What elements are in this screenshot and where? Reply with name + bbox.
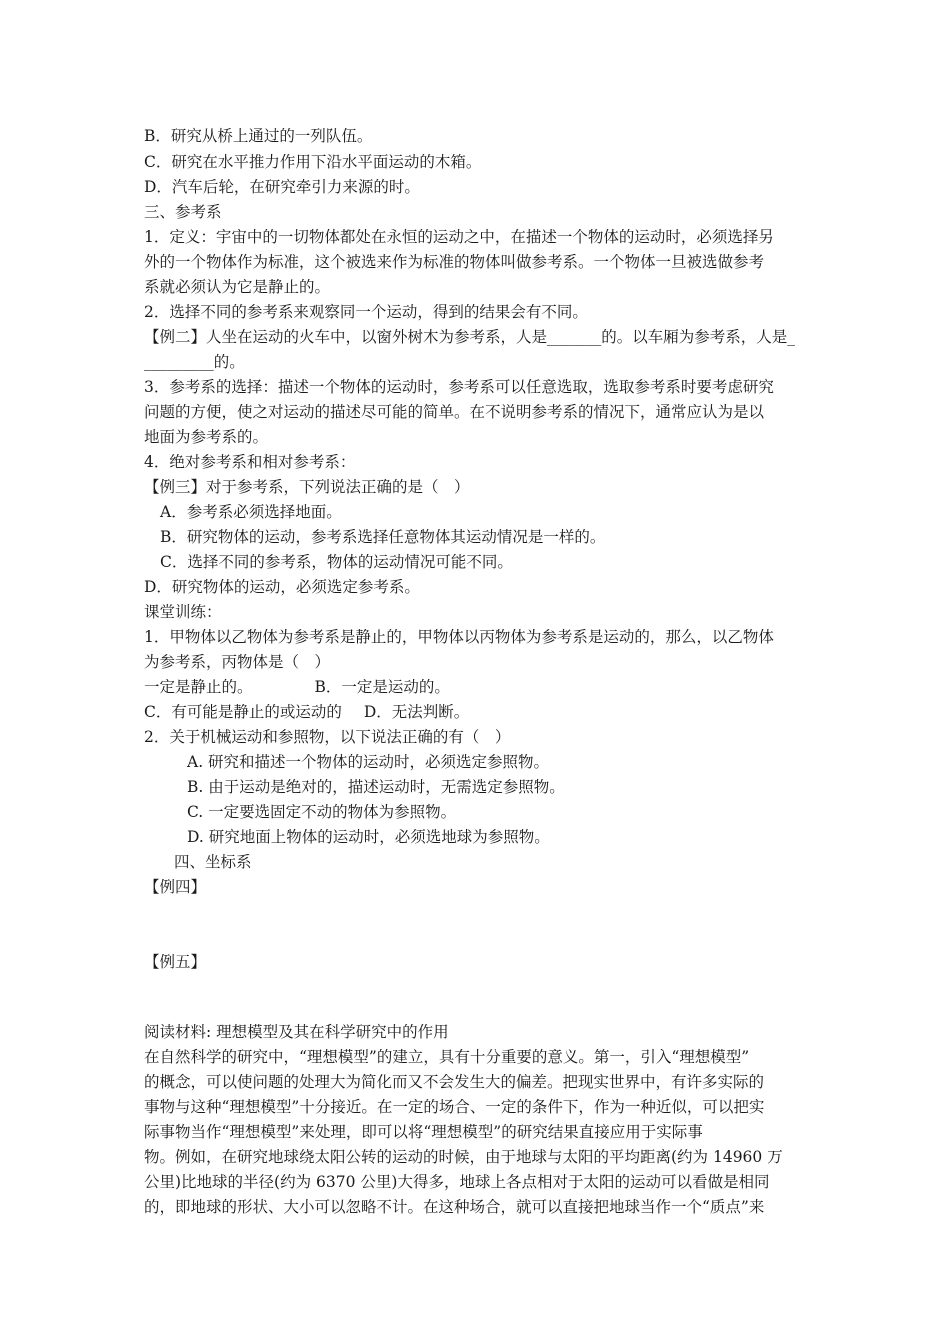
classroom-drill-heading: 课堂训练： bbox=[144, 603, 222, 621]
point-3-line-2: 问题的方便，使之对运动的描述尽可能的简单。在不说明参考系的情况下，通常应认为是以 bbox=[144, 403, 765, 421]
definition-line-2: 外的一个物体作为标准，这个被选来作为标准的物体叫做参考系。一个物体一旦被选做参考 bbox=[144, 253, 765, 271]
example-4-label: 【例四】 bbox=[144, 878, 207, 896]
example-2-line-1: 【例二】人坐在运动的火车中，以窗外树木为参考系，人是_______的。以车厢为参考系，人是_ bbox=[144, 328, 796, 346]
point-3-line-3: 地面为参考系的。 bbox=[144, 428, 269, 446]
reading-line-1: 在自然科学的研究中，“理想模型”的建立，具有十分重要的意义。第一，引入“理想模型” bbox=[144, 1048, 750, 1066]
reading-title: 阅读材料: 理想模型及其在科学研究中的作用 bbox=[144, 1023, 449, 1041]
point-4: 4．绝对参考系和相对参考系： bbox=[144, 453, 356, 471]
definition-line-1: 1．定义：宇宙中的一切物体都处在永恒的运动之中，在描述一个物体的运动时，必须选择另 bbox=[144, 228, 774, 246]
example-3-option-d: D．研究物体的运动，必须选定参考系。 bbox=[144, 578, 420, 596]
reading-line-7: 的，即地球的形状、大小可以忽略不计。在这种场合，就可以直接把地球当作一个“质点”来 bbox=[144, 1198, 765, 1216]
option-b-bridge: B．研究从桥上通过的一列队伍。 bbox=[144, 127, 373, 145]
question-1-options-ab bbox=[144, 677, 808, 697]
reading-line-3: 事物与这种“理想模型”十分接近。在一定的场合、一定的条件下，作为一种近似，可以把实 bbox=[144, 1098, 765, 1116]
question-1-line-1: 1．甲物体以乙物体为参考系是静止的，甲物体以丙物体为参考系是运动的，那么，以乙物体 bbox=[144, 628, 774, 646]
example-5-label: 【例五】 bbox=[144, 953, 207, 971]
question-2-option-b: B. 由于运动是绝对的，描述运动时，无需选定参照物。 bbox=[187, 778, 565, 796]
example-3-option-a: A．参考系必须选择地面。 bbox=[160, 503, 342, 521]
option-c-box: C．研究在水平推力作用下沿水平面运动的木箱。 bbox=[144, 153, 482, 171]
point-2: 2．选择不同的参考系来观察同一个运动，得到的结果会有不同。 bbox=[144, 303, 588, 321]
question-1-option-b: B．一定是运动的。 bbox=[314, 678, 450, 696]
reading-line-6: 公里)比地球的半径(约为 6370 公里)大得多，地球上各点相对于太阳的运动可以看做是相同 bbox=[144, 1173, 770, 1191]
question-2: 2．关于机械运动和参照物，以下说法正确的有（ ） bbox=[144, 728, 511, 746]
question-1-option-a: 一定是静止的。 bbox=[144, 678, 253, 696]
question-2-option-d: D. 研究地面上物体的运动时，必须选地球为参照物。 bbox=[187, 828, 550, 846]
question-1-line-2: 为参考系，丙物体是（ ） bbox=[144, 653, 331, 671]
option-d-wheel: D．汽车后轮，在研究牵引力来源的时。 bbox=[144, 178, 420, 196]
reading-line-4: 际事物当作“理想模型”来处理，即可以将“理想模型”的研究结果直接应用于实际事 bbox=[144, 1123, 703, 1141]
question-1-option-d: D．无法判断。 bbox=[363, 703, 470, 721]
example-3-option-b: B．研究物体的运动，参考系选择任意物体其运动情况是一样的。 bbox=[160, 528, 606, 546]
question-2-option-a: A. 研究和描述一个物体的运动时，必须选定参照物。 bbox=[187, 753, 550, 771]
reading-line-2: 的概念，可以使问题的处理大为简化而又不会发生大的偏差。把现实世界中，有许多实际的 bbox=[144, 1073, 765, 1091]
question-1-options-cd bbox=[144, 702, 808, 722]
point-3-line-1: 3．参考系的选择：描述一个物体的运动时，参考系可以任意选取，选取参考系时要考虑研究 bbox=[144, 378, 774, 396]
question-1-option-c: C．有可能是静止的或运动的 bbox=[144, 703, 342, 721]
reading-line-5: 物。例如，在研究地球绕太阳公转的运动的时候，由于地球与太阳的平均距离(约为 14960 万 bbox=[144, 1148, 783, 1166]
example-3-option-c: C．选择不同的参考系，物体的运动情况可能不同。 bbox=[160, 553, 513, 571]
section-heading-reference-frame: 三、参考系 bbox=[144, 203, 222, 221]
example-2-line-2: _________的。 bbox=[144, 353, 245, 371]
definition-line-3: 系就必须认为它是静止的。 bbox=[144, 278, 331, 296]
question-2-option-c: C. 一定要选固定不动的物体为参照物。 bbox=[187, 803, 457, 821]
example-3-question: 【例三】对于参考系，下列说法正确的是（ ） bbox=[144, 478, 470, 496]
section-heading-coordinate-system: 四、坐标系 bbox=[174, 853, 252, 871]
